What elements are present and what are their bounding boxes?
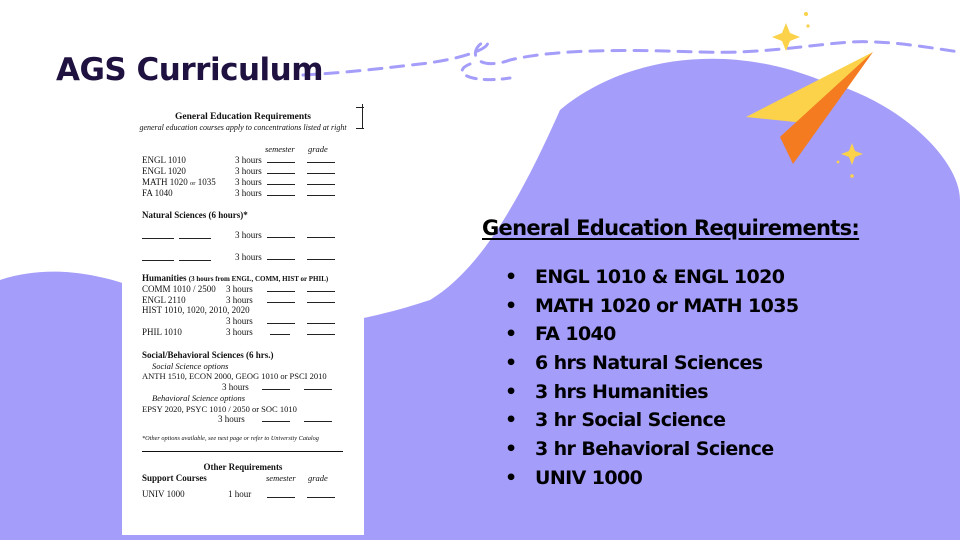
- semester-blank: [267, 237, 295, 238]
- list-item: • 3 hrs Humanities: [505, 381, 798, 410]
- list-item: • MATH 1020 or MATH 1035: [505, 295, 798, 324]
- course-hours: 3 hours: [226, 284, 253, 294]
- course-hours: 3 hours: [226, 327, 253, 337]
- semester-blank: [267, 195, 295, 196]
- requirements-document: [122, 102, 364, 535]
- natural-sciences-title: Natural Sciences (6 hours)*: [142, 210, 248, 220]
- math-course-a: MATH 1020: [142, 177, 188, 187]
- course-hours: 3 hours: [235, 166, 262, 176]
- course-hist: HIST 1010, 1020, 2010, 2020: [142, 305, 250, 315]
- course-engl-1010: ENGL 1010: [142, 155, 186, 165]
- col-grade: grade: [308, 144, 328, 154]
- list-item: • FA 1040: [505, 323, 798, 352]
- grade-blank: [307, 237, 335, 238]
- semester-blank: [270, 334, 290, 335]
- course-hours: 3 hours: [218, 414, 245, 424]
- course-comm: COMM 1010 / 2500: [142, 284, 216, 294]
- doc-heading: General Education Requirements: [175, 112, 311, 122]
- grade-blank: [307, 173, 335, 174]
- semester-blank: [267, 259, 295, 260]
- course-hours: 3 hours: [226, 316, 253, 326]
- other-requirements-title: Other Requirements: [203, 462, 283, 472]
- course-univ-1000: UNIV 1000: [142, 489, 185, 499]
- course-blank: [179, 238, 211, 239]
- document-edge-tick: [356, 107, 364, 108]
- course-hours: 3 hours: [235, 177, 262, 187]
- semester-blank: [262, 389, 290, 390]
- dashed-path-icon: [462, 64, 510, 80]
- math-course-b: 1035: [197, 177, 216, 187]
- support-courses-label: Support Courses: [142, 473, 207, 483]
- semester-blank: [262, 421, 290, 422]
- summary-list: [505, 266, 798, 496]
- section-divider: [142, 451, 343, 452]
- doc-subheading: general education courses apply to concentrations listed at right: [139, 123, 347, 132]
- course-engl-1020: ENGL 1020: [142, 166, 186, 176]
- course-hours: 1 hour: [228, 489, 252, 499]
- social-title: Social/Behavioral Sciences (6 hrs.): [142, 350, 274, 360]
- semester-blank: [267, 173, 295, 174]
- course-phil-1010: PHIL 1010: [142, 327, 182, 337]
- doc-footnote: *Other options available, see next page or refer to University Catalog: [142, 435, 319, 442]
- document-edge-tick: [356, 128, 364, 129]
- col-semester: semester: [266, 473, 296, 483]
- grade-blank: [307, 497, 335, 498]
- course-hours: 3 hours: [235, 155, 262, 165]
- humanities-title-main: Humanities: [142, 273, 187, 283]
- list-item: • UNIV 1000: [505, 467, 798, 496]
- summary-heading: General Education Requirements:: [482, 216, 860, 240]
- grade-blank: [307, 195, 335, 196]
- grade-blank: [307, 334, 335, 335]
- grade-blank: [307, 184, 335, 185]
- grade-blank: [307, 323, 335, 324]
- social-options-label: Social Science options: [152, 361, 229, 371]
- course-engl-2110: ENGL 2110: [142, 295, 186, 305]
- course-blank: [142, 260, 174, 261]
- behavioral-courses: EPSY 2020, PSYC 1010 / 2050 or SOC 1010: [142, 404, 297, 414]
- list-item: • 3 hr Behavioral Science: [505, 438, 798, 467]
- course-hours: 3 hours: [222, 382, 249, 392]
- grade-blank: [307, 291, 335, 292]
- humanities-title-note: (3 hours from ENGL, COMM, HIST or PHIL): [188, 275, 329, 283]
- humanities-title: [142, 273, 328, 284]
- semester-blank: [267, 162, 295, 163]
- list-item: • 6 hrs Natural Sciences: [505, 352, 798, 381]
- course-hours: 3 hours: [235, 252, 262, 262]
- course-hours: 3 hours: [235, 188, 262, 198]
- col-semester: semester: [265, 144, 295, 154]
- course-fa-1040: FA 1040: [142, 188, 173, 198]
- list-item: • ENGL 1010 & ENGL 1020: [505, 266, 798, 295]
- semester-blank: [267, 497, 295, 498]
- course-hours: 3 hours: [235, 230, 262, 240]
- behavioral-options-label: Behavioral Science options: [152, 393, 246, 403]
- grade-blank: [307, 259, 335, 260]
- semester-blank: [267, 291, 295, 292]
- col-grade: grade: [308, 473, 328, 483]
- social-courses: ANTH 1510, ECON 2000, GEOG 1010 or PSCI 2010: [142, 371, 327, 381]
- grade-blank: [304, 389, 332, 390]
- course-blank: [179, 260, 211, 261]
- slide-title: AGS Curriculum: [56, 52, 324, 88]
- grade-blank: [304, 421, 332, 422]
- semester-blank: [267, 323, 295, 324]
- list-item: • 3 hr Social Science: [505, 409, 798, 438]
- grade-blank: [307, 162, 335, 163]
- semester-blank: [267, 184, 295, 185]
- math-or: or: [190, 180, 196, 187]
- course-blank: [142, 238, 174, 239]
- grade-blank: [307, 302, 335, 303]
- semester-blank: [267, 302, 295, 303]
- course-hours: 3 hours: [226, 295, 253, 305]
